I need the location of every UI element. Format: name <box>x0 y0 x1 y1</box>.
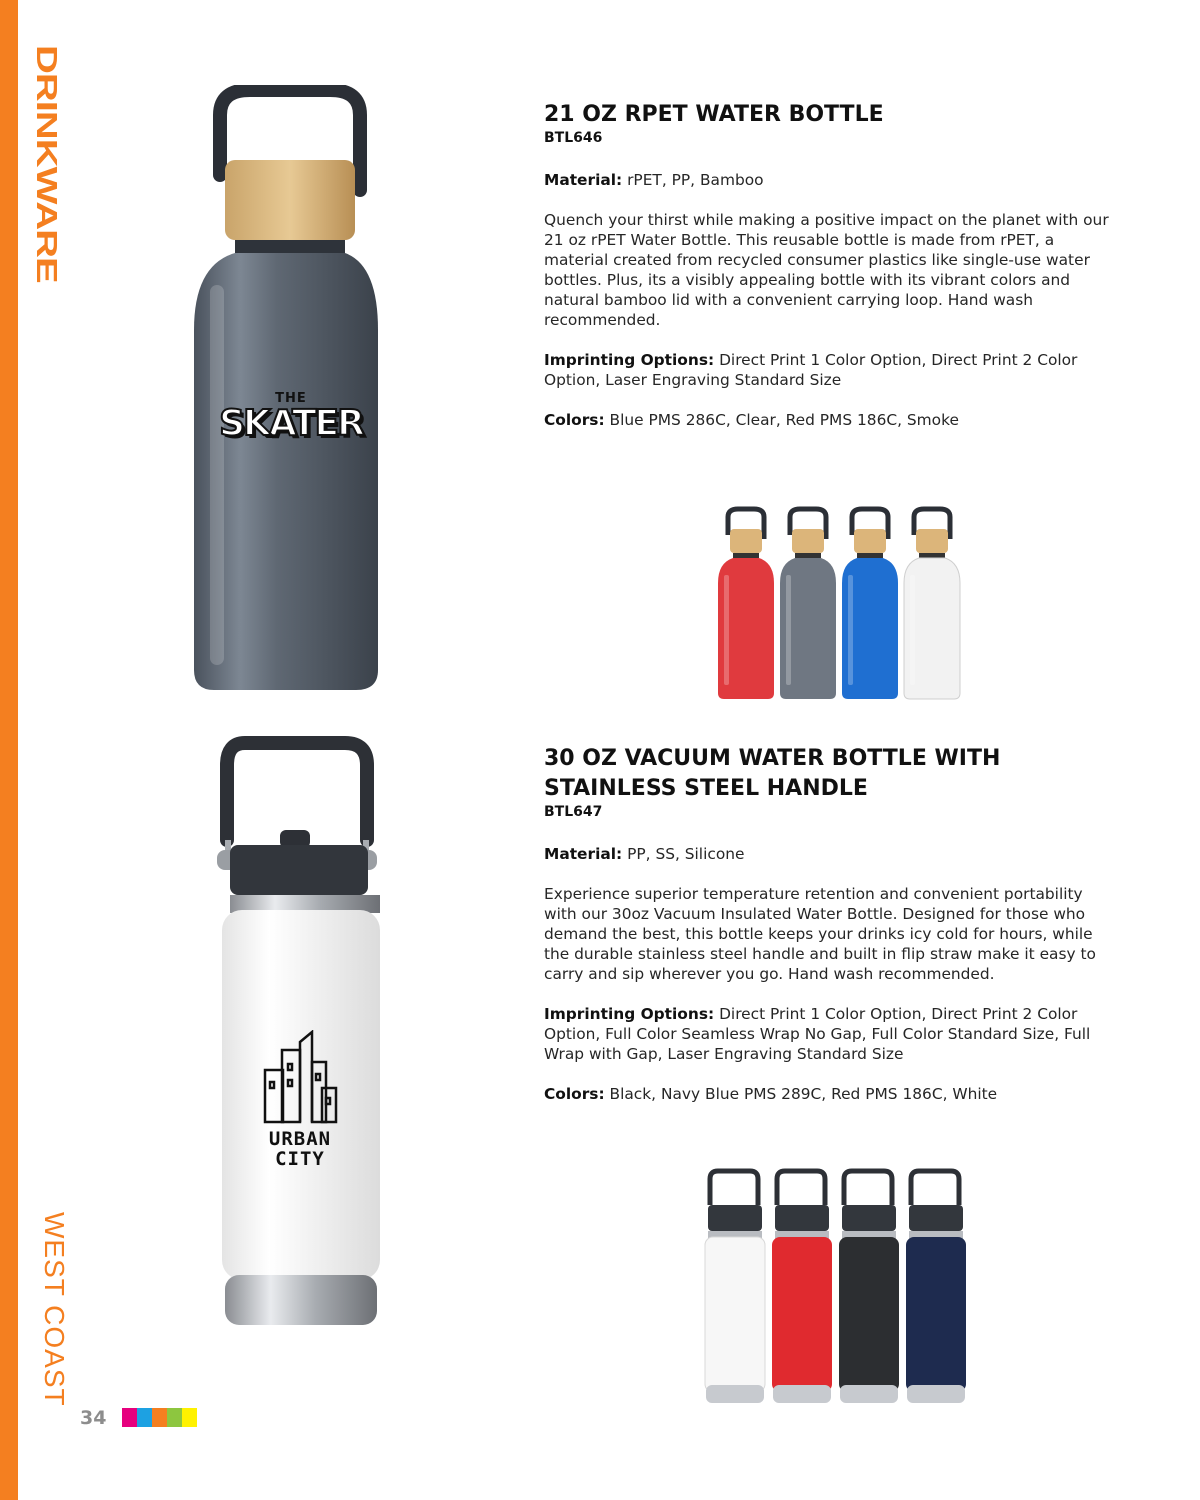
material-label: Material: <box>544 845 623 863</box>
colors-line <box>544 410 1114 430</box>
variant-bottle <box>842 509 898 699</box>
section-label: DRINKWARE <box>30 45 63 283</box>
imprint-value: Direct Print 1 Color Option, Direct Print 2 Color Option, Full Color Seamless Wrap No Gap, Full Color Standard Size, Full Wrap with Gap, Laser Engraving Standard Size <box>544 1005 1091 1063</box>
variant-lineup-btl647 <box>700 1165 972 1410</box>
product-sku: BTL647 <box>544 804 603 820</box>
swatch-cyan <box>137 1408 152 1427</box>
swatch-yellow <box>182 1408 197 1427</box>
variant-bottle <box>718 509 774 699</box>
product-image-btl647 <box>205 735 395 1335</box>
bamboo-lid <box>225 160 355 240</box>
skater-logo: THE SKATER <box>219 391 363 444</box>
color-swatch-strip <box>122 1408 197 1427</box>
colors-label: Colors: <box>544 1085 605 1103</box>
material-label: Material: <box>544 171 623 189</box>
swatch-green <box>167 1408 182 1427</box>
product-description: Experience superior temperature retention and convenient portability with our 30oz Vacuum Insulated Water Bottle. Designed for those who demand the best, this bottle keeps your drinks icy cold for hours, while the durable stainless steel handle and built in flip straw make it easy to carry and sip wherever you go. Hand wash recommended. <box>544 885 1096 983</box>
imprint-label: Imprinting Options: <box>544 351 715 369</box>
material-value: rPET, PP, Bamboo <box>627 171 764 189</box>
variant-bottle <box>906 1171 966 1403</box>
brand-label: WEST COAST <box>39 1212 70 1407</box>
product-sku: BTL646 <box>544 130 603 146</box>
imprint-line <box>544 1004 1114 1064</box>
product-btl646 <box>544 100 1114 450</box>
swatch-orange <box>152 1408 167 1427</box>
swatch-magenta <box>122 1408 137 1427</box>
imprint-value: Direct Print 1 Color Option, Direct Print 2 Color Option, Laser Engraving Standard Size <box>544 351 1078 389</box>
variant-bottle <box>772 1171 832 1403</box>
variant-bottle <box>705 1171 765 1403</box>
material-value: PP, SS, Silicone <box>627 845 745 863</box>
imprint-label: Imprinting Options: <box>544 1005 715 1023</box>
product-description: Quench your thirst while making a positive impact on the planet with our 21 oz rPET Water Bottle. This reusable bottle is made from rPET, a material created from recycled consumer plastics like single-use water bottles. Plus, its a visibly appealing bottle with its vibrant colors and natural bamboo lid with a convenient carrying loop. Hand wash recommended. <box>544 211 1109 329</box>
urban-city-logo <box>245 1030 355 1169</box>
logo-line-2: CITY <box>275 1148 325 1170</box>
side-accent-bar <box>0 0 18 1500</box>
city-skyline-icon <box>260 1030 340 1125</box>
material-line <box>544 844 1114 864</box>
product-title: 21 OZ RPET WATER BOTTLE <box>544 102 884 127</box>
variant-bottle <box>904 509 960 699</box>
product-btl647 <box>544 744 1114 1124</box>
variant-bottle <box>839 1171 899 1403</box>
product-image-btl646 <box>180 85 400 695</box>
colors-value: Black, Navy Blue PMS 289C, Red PMS 186C, White <box>609 1085 998 1103</box>
logo-line-1: URBAN <box>268 1128 332 1150</box>
product-title: 30 OZ VACUUM WATER BOTTLE WITH STAINLESS STEEL HANDLE <box>544 746 1001 801</box>
page-number: 34 <box>80 1407 107 1429</box>
colors-line <box>544 1084 1114 1104</box>
colors-label: Colors: <box>544 411 605 429</box>
variant-lineup-btl646 <box>712 505 962 705</box>
colors-value: Blue PMS 286C, Clear, Red PMS 186C, Smoke <box>609 411 959 429</box>
material-line <box>544 170 1114 190</box>
imprint-line <box>544 350 1114 390</box>
variant-bottle <box>780 509 836 699</box>
